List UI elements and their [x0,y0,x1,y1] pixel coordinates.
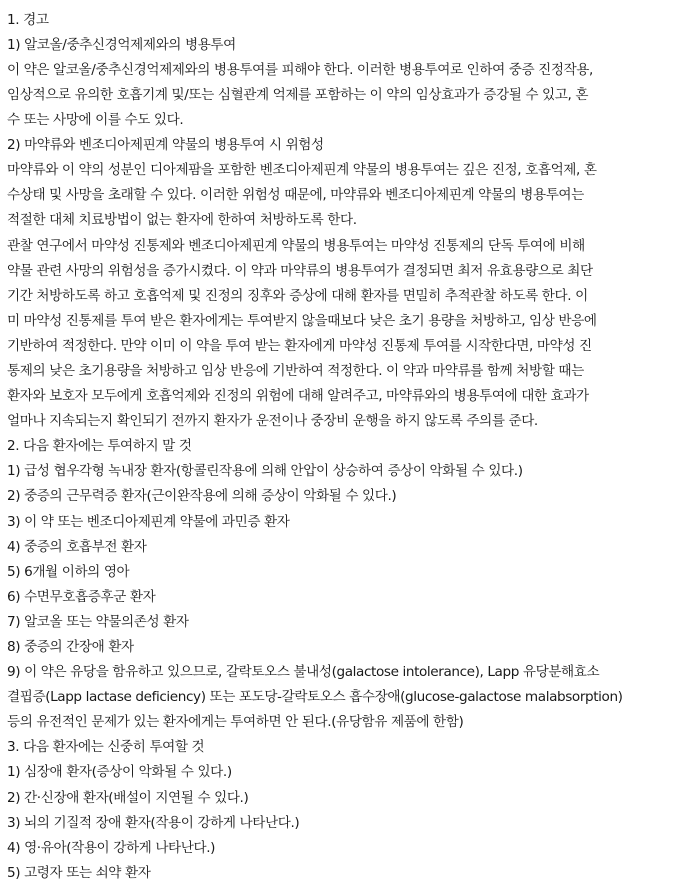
list-item: 2) 중증의 근무력증 환자(근이완작용에 의해 증상이 악화될 수 있다.) [7,488,397,504]
list-item: 5) 고령자 또는 쇠약 환자 [7,865,151,881]
list-item: 9) 이 약은 유당을 함유하고 있으므로, 갈락토오스 불내성(galactose intolerance), Lapp 유당분해효소 [7,664,600,680]
list-item: 1) 심장애 환자(증상이 악화될 수 있다.) [7,764,232,780]
text-line: 결핍증(Lapp lactase deficiency) 또는 포도당-갈락토오스 흡수장애(glucose-galactose malabsorption) [7,689,623,705]
text-line: 미 마약성 진통제를 투여 받은 환자에게는 투여받지 않을때보다 낮은 초기 용량을 처방하고, 임상 반응에 [7,313,597,329]
list-item: 4) 영·유아(작용이 강하게 나타난다.) [7,840,216,856]
list-item: 8) 중증의 간장애 환자 [7,639,134,655]
subsection-heading-alcohol-cns: 1) 알코올/중추신경억제제와의 병용투여 [7,37,236,53]
text-line: 약물 관련 사망의 위험성을 증가시켰다. 이 약과 마약류의 병용투여가 결정되면 최저 유효용량으로 최단 [7,263,593,279]
list-item: 3) 이 약 또는 벤조디아제핀계 약물에 과민증 환자 [7,514,290,530]
list-item: 5) 6개월 이하의 영아 [7,564,130,580]
text-line: 이 약은 알코올/중추신경억제제와의 병용투여를 피해야 한다. 이러한 병용투여로 인하여 중증 진정작용, [7,62,593,78]
section-heading-caution: 3. 다음 환자에는 신중히 투여할 것 [7,739,205,755]
text-line: 통제의 낮은 초기용량을 처방하고 임상 반응에 기반하여 적정한다. 이 약과 마약류를 함께 처방할 때는 [7,363,584,379]
text-line: 임상적으로 유의한 호흡기계 및/또는 심혈관계 억제를 포함하는 이 약의 임상효과가 증강될 수 있고, 혼 [7,87,589,103]
text-line: 수상태 및 사망을 초래할 수 있다. 이러한 위험성 때문에, 마약류와 벤조디아제핀계 약물의 병용투여는 [7,187,584,203]
list-item: 6) 수면무호흡증후군 환자 [7,589,156,605]
section-heading-warning: 1. 경고 [7,12,49,28]
list-item: 1) 급성 협우각형 녹내장 환자(항콜린작용에 의해 안압이 상승하여 증상이 악화될 수 있다.) [7,463,523,479]
text-line: 마약류와 이 약의 성분인 디아제팜을 포함한 벤조디아제핀계 약물의 병용투여는 깊은 진정, 호흡억제, 혼 [7,162,597,178]
list-item: 7) 알코올 또는 약물의존성 환자 [7,614,189,630]
text-line: 얼마나 지속되는지 확인되기 전까지 환자가 운전이나 중장비 운행을 하지 않도록 주의를 준다. [7,413,538,429]
list-item: 4) 중증의 호흡부전 환자 [7,539,147,555]
text-line: 등의 유전적인 문제가 있는 환자에게는 투여하면 안 된다.(유당함유 제품에 한함) [7,714,464,730]
text-line: 관찰 연구에서 마약성 진통제와 벤조디아제핀계 약물의 병용투여는 마약성 진통제의 단독 투여에 비해 [7,238,585,254]
text-line: 기반하여 적정한다. 만약 이미 이 약을 투여 받는 환자에게 마약성 진통제 투여를 시작한다면, 마약성 진 [7,338,592,354]
section-heading-contraindications: 2. 다음 환자에는 투여하지 말 것 [7,438,192,454]
text-line: 적절한 대체 치료방법이 없는 환자에 한하여 처방하도록 한다. [7,212,357,228]
list-item: 3) 뇌의 기질적 장애 환자(작용이 강하게 나타난다.) [7,815,300,831]
list-item: 2) 간·신장애 환자(배설이 지연될 수 있다.) [7,790,249,806]
text-line: 수 또는 사망에 이를 수도 있다. [7,112,184,128]
subsection-heading-opioid-benzo: 2) 마약류와 벤조디아제핀계 약물의 병용투여 시 위험성 [7,137,324,153]
text-line: 환자와 보호자 모두에게 호흡억제와 진정의 위험에 대해 알려주고, 마약류와의 병용투여에 대한 효과가 [7,388,589,404]
text-line: 기간 처방하도록 하고 호흡억제 및 진정의 징후와 증상에 대해 환자를 면밀히 추적관찰 하도록 한다. 이 [7,288,588,304]
